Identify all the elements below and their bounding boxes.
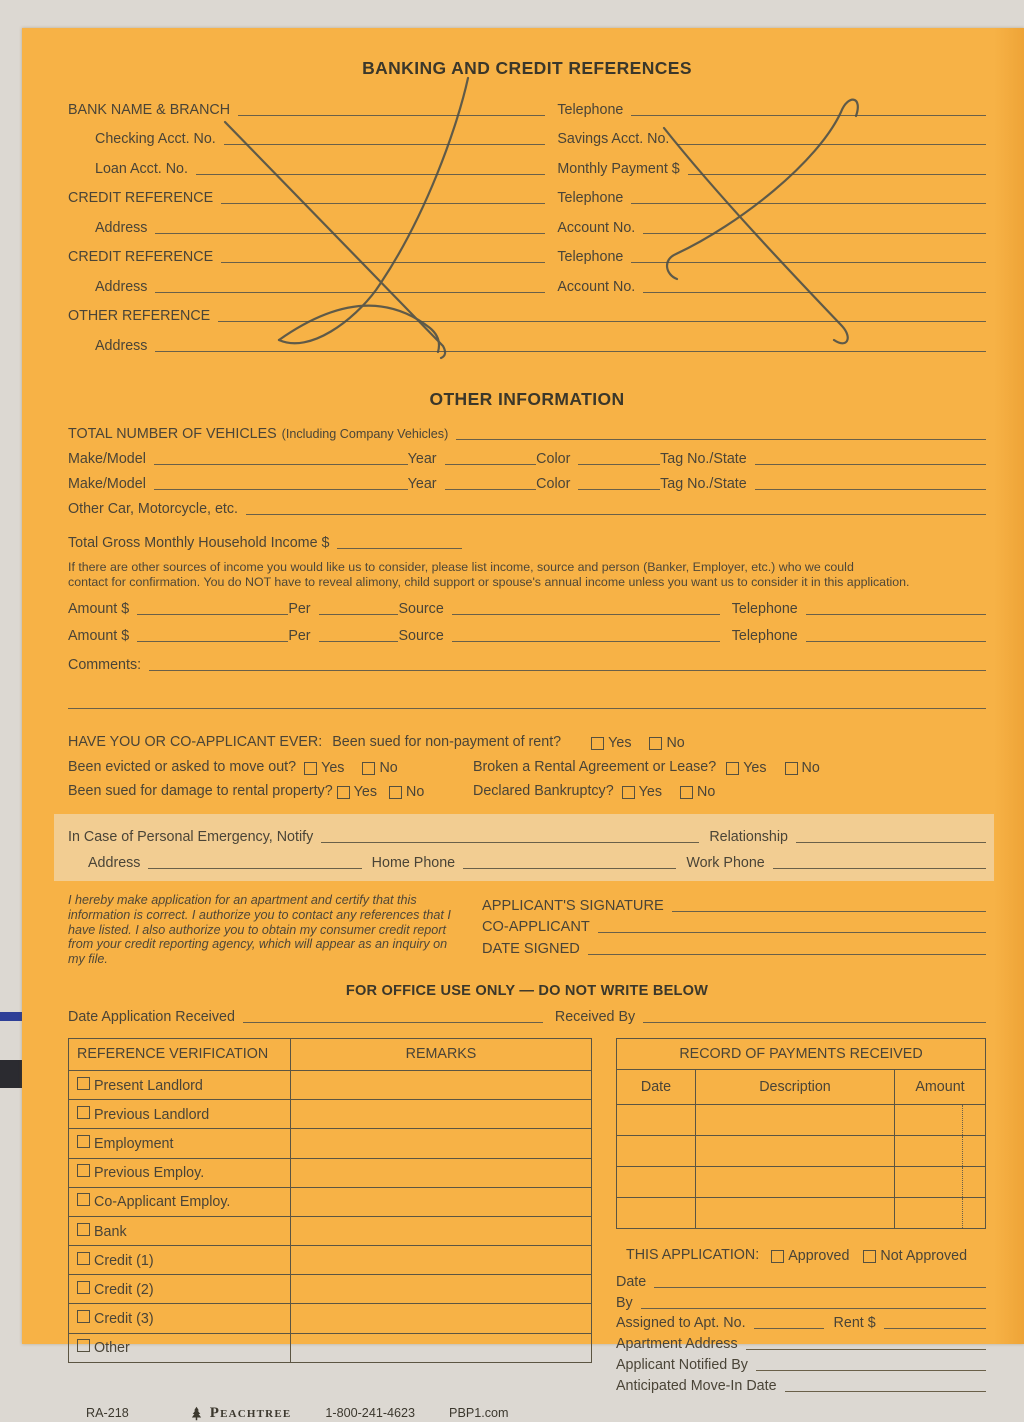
form-row <box>68 418 986 443</box>
blank-line <box>148 868 361 869</box>
blank-line <box>452 614 720 615</box>
address-label: Address <box>88 855 141 871</box>
blank-line <box>688 174 986 175</box>
blank-line <box>137 614 288 615</box>
telephone-label: Telephone <box>557 190 624 206</box>
table-row: Credit (3) <box>69 1304 592 1333</box>
blank-line <box>154 489 408 490</box>
other-information-section-title: OTHER INFORMATION <box>429 388 625 409</box>
remarks-cell <box>291 1187 592 1216</box>
blank-line <box>319 641 399 642</box>
checkbox <box>77 1164 90 1177</box>
vehicle-row <box>68 443 986 468</box>
checkbox-no <box>649 737 662 750</box>
question-evicted: Been evicted or asked to move out? <box>68 758 297 775</box>
form-footer <box>68 1405 986 1422</box>
blank-line <box>196 174 545 175</box>
table-row: Present Landlord <box>69 1070 592 1099</box>
date-column-header: Date <box>617 1069 696 1104</box>
blank-line <box>806 641 986 642</box>
table-title-row <box>617 1038 986 1069</box>
checkbox <box>77 1339 90 1352</box>
signature-fields <box>460 893 986 967</box>
date-application-received-label: Date Application Received <box>68 1008 235 1025</box>
website: PBP1.com <box>449 1406 509 1421</box>
blank-line <box>578 489 660 490</box>
blank-line <box>246 514 986 515</box>
extra-income-fields <box>68 591 986 709</box>
table-row: Previous Employ. <box>69 1158 592 1187</box>
account-no-label: Account No. <box>557 219 636 236</box>
relationship-label: Relationship <box>709 829 788 845</box>
blank-line <box>243 1022 543 1023</box>
blank-line <box>154 464 408 465</box>
question-row: Been evicted or asked to move out? Yes No Broken a Rental Agreement or Lease? Yes No <box>68 758 820 776</box>
form-row <box>68 846 986 872</box>
telephone-label: Telephone <box>731 627 798 644</box>
apartment-address-label: Apartment Address <box>616 1336 738 1353</box>
blank-line <box>238 115 545 116</box>
home-phone-label: Home Phone <box>371 855 456 871</box>
blank-line <box>221 262 545 263</box>
comments-label: Comments: <box>68 656 142 673</box>
blank-line <box>643 233 986 234</box>
table-row: Credit (1) <box>69 1246 592 1275</box>
amount-label: Amount $ <box>68 600 130 617</box>
form-row <box>616 1291 986 1312</box>
blank-line <box>456 439 986 440</box>
checkbox <box>77 1310 90 1323</box>
questions-header: HAVE YOU OR CO-APPLICANT EVER: <box>68 734 323 750</box>
this-application-label: THIS APPLICATION: <box>626 1246 760 1263</box>
loan-acct-label: Loan Acct. No. <box>95 160 188 177</box>
comments-row <box>68 647 986 674</box>
table-row: Co-Applicant Employ. <box>69 1187 592 1216</box>
source-label: Source <box>398 627 444 644</box>
address-label: Address <box>95 219 148 236</box>
table-row: Bank <box>69 1216 592 1245</box>
table-row: Credit (2) <box>69 1275 592 1304</box>
checkbox <box>77 1135 90 1148</box>
telephone-label: Telephone <box>557 249 624 265</box>
savings-acct-label: Savings Acct. No. <box>557 131 670 147</box>
form-row <box>68 89 986 119</box>
banking-fields <box>68 89 986 355</box>
question-row: Been sued for damage to rental property? Yes No Declared Bankruptcy? Yes No <box>68 783 716 800</box>
account-no-label: Account No. <box>557 278 636 295</box>
amount-column-header: Amount <box>895 1069 986 1104</box>
blank-line <box>68 708 986 709</box>
checkbox-no <box>680 786 693 799</box>
blank-line <box>773 868 986 869</box>
phone-number: 1-800-241-4623 <box>325 1406 416 1421</box>
checkbox-yes <box>622 786 635 799</box>
question-sued-damage: Been sued for damage to rental property? <box>68 783 333 799</box>
blank-line <box>319 614 399 615</box>
remarks-cell <box>291 1304 592 1333</box>
form-row <box>68 296 986 326</box>
applicant-signature-label: APPLICANT'S SIGNATURE <box>482 897 664 914</box>
monthly-payment-label: Monthly Payment $ <box>557 160 680 177</box>
remarks-cell <box>291 1070 592 1099</box>
blank-line <box>137 641 288 642</box>
form-row <box>68 178 986 208</box>
amount-label: Amount $ <box>68 627 130 644</box>
question-bankruptcy: Declared Bankruptcy? <box>473 783 614 799</box>
blank-line <box>631 115 986 116</box>
banking-section-title: BANKING AND CREDIT REFERENCES <box>362 58 692 78</box>
checkbox <box>77 1193 90 1206</box>
amount-row <box>68 591 986 618</box>
peachtree-tree-icon <box>189 1406 204 1421</box>
make-model-label: Make/Model <box>68 475 146 492</box>
blank-line <box>631 262 986 263</box>
total-vehicles-note: (Including Company Vehicles) <box>281 426 449 441</box>
payments-table <box>616 1038 986 1229</box>
per-label: Per <box>288 600 311 617</box>
payments-and-approval-panel <box>592 1038 986 1395</box>
table-row: Employment <box>69 1129 592 1158</box>
blank-line <box>755 489 986 490</box>
table-header-row <box>617 1069 986 1104</box>
credit-reference-label: CREDIT REFERENCE <box>68 249 214 265</box>
checkbox-no <box>785 762 798 775</box>
blank-line <box>224 144 546 145</box>
work-phone-label: Work Phone <box>686 855 765 871</box>
checkbox-no <box>389 786 402 799</box>
form-row <box>68 266 986 296</box>
make-model-label: Make/Model <box>68 450 146 467</box>
income-note: If there are other sources of income you would like us to consider, please list income, source and person (Banker, Employer, etc.) who we could contact for confirmation. You do NOT have to reveal alimony, child support or spouse's annual income unless you want us to consider it in this application. <box>68 559 910 589</box>
address-label: Address <box>95 278 148 295</box>
question-row: HAVE YOU OR CO-APPLICANT EVER: Been sued for non-payment of rent? Yes No <box>68 734 685 751</box>
household-income-label: Total Gross Monthly Household Income $ <box>68 534 330 551</box>
year-label: Year <box>407 475 437 492</box>
emergency-notify-label: In Case of Personal Emergency, Notify <box>68 829 314 845</box>
blank-line <box>452 641 720 642</box>
telephone-label: Telephone <box>731 600 798 617</box>
move-in-date-label: Anticipated Move-In Date <box>616 1377 777 1394</box>
office-use-title: FOR OFFICE USE ONLY — DO NOT WRITE BELOW <box>345 982 709 999</box>
remarks-header: REMARKS <box>291 1038 592 1070</box>
tag-no-state-label: Tag No./State <box>660 475 747 492</box>
form-row <box>68 148 986 178</box>
year-label: Year <box>407 450 437 467</box>
blank-line <box>218 321 986 322</box>
checkbox-approved <box>771 1250 784 1263</box>
history-questions <box>68 727 986 801</box>
form-row <box>616 1270 986 1291</box>
form-row <box>616 1353 986 1374</box>
form-row <box>482 915 986 937</box>
checkbox-yes <box>591 737 604 750</box>
certification-and-signature <box>68 893 986 967</box>
address-label: Address <box>95 337 148 354</box>
by-label: By <box>616 1294 633 1311</box>
table-row: Previous Landlord <box>69 1100 592 1129</box>
applicant-notified-label: Applicant Notified By <box>616 1356 748 1373</box>
blank-line <box>337 548 462 549</box>
blank-line <box>221 203 545 204</box>
blank-line <box>746 1349 986 1350</box>
checkbox-yes <box>726 762 739 775</box>
remarks-cell <box>291 1158 592 1187</box>
rent-label: Rent $ <box>833 1315 876 1332</box>
signature-line <box>672 911 986 912</box>
income-row <box>68 526 986 552</box>
checkbox <box>77 1281 90 1294</box>
amount-row <box>68 618 986 645</box>
reference-verification-table <box>68 1038 592 1363</box>
form-row <box>482 893 986 915</box>
peachtree-logo <box>189 1405 292 1422</box>
office-use-tables <box>68 1038 986 1395</box>
form-row <box>616 1374 986 1395</box>
blank-line <box>884 1328 986 1329</box>
vehicle-fields <box>68 418 986 518</box>
date-label: Date <box>616 1273 647 1290</box>
form-row <box>68 820 986 846</box>
checking-acct-label: Checking Acct. No. <box>95 131 216 147</box>
form-row <box>68 237 986 267</box>
blank-line <box>654 1287 986 1288</box>
remarks-cell <box>291 1100 592 1129</box>
blank-line <box>155 292 545 293</box>
bank-name-branch-label: BANK NAME & BRANCH <box>68 101 231 118</box>
application-approval-block <box>616 1247 986 1395</box>
certification-text: I hereby make application for an apartment and certify that this information is correct. I authorize you to contact any references that I have listed. I also authorize you to obtain my consumer credit report from your credit reporting agency, which will appear as an inquiry on my file. <box>68 893 451 967</box>
other-reference-label: OTHER REFERENCE <box>68 308 211 324</box>
blank-line <box>756 1370 986 1371</box>
blank-line <box>149 670 986 671</box>
blank-line <box>588 954 986 955</box>
telephone-label: Telephone <box>557 101 624 118</box>
table-row: Other <box>69 1333 592 1362</box>
checkbox <box>77 1077 90 1090</box>
vehicle-row <box>68 468 986 493</box>
blank-line <box>806 614 986 615</box>
blank-line <box>643 1022 986 1023</box>
blank-line <box>755 464 986 465</box>
source-label: Source <box>398 600 444 617</box>
checkbox-yes <box>304 762 317 775</box>
reference-verification-header: REFERENCE VERIFICATION <box>69 1038 291 1070</box>
form-row <box>616 1332 986 1353</box>
approval-fields <box>616 1270 986 1395</box>
total-vehicles-label: TOTAL NUMBER OF VEHICLES <box>68 425 277 442</box>
blank-line <box>631 203 986 204</box>
color-label: Color <box>536 450 571 467</box>
credit-reference-label: CREDIT REFERENCE <box>68 190 214 206</box>
tag-no-state-label: Tag No./State <box>660 450 747 467</box>
blank-line <box>463 868 676 869</box>
blank-line <box>578 464 660 465</box>
question-sued-rent: Been sued for non-payment of rent? <box>332 734 562 750</box>
brand-name: Peachtree <box>209 1404 292 1421</box>
table-row <box>617 1104 986 1135</box>
remarks-cell <box>291 1333 592 1362</box>
form-row <box>68 1001 986 1026</box>
coapplicant-label: CO-APPLICANT <box>482 919 590 935</box>
other-car-label: Other Car, Motorcycle, etc. <box>68 500 239 517</box>
per-label: Per <box>288 627 311 644</box>
checkbox <box>77 1252 90 1265</box>
application-form-page <box>22 28 1024 1421</box>
checkbox-yes <box>337 786 350 799</box>
checkbox-no <box>362 762 375 775</box>
blank-line <box>155 351 986 352</box>
form-row <box>482 936 986 958</box>
blank-line <box>754 1328 824 1329</box>
blank-line <box>445 489 537 490</box>
checkbox-not-approved <box>863 1250 876 1263</box>
color-label: Color <box>536 475 571 492</box>
blank-line <box>677 144 986 145</box>
received-by-label: Received By <box>554 1008 636 1025</box>
description-column-header: Description <box>696 1069 895 1104</box>
blank-line <box>155 233 545 234</box>
assigned-apt-label: Assigned to Apt. No. <box>616 1315 746 1332</box>
payments-table-title: RECORD OF PAYMENTS RECEIVED <box>617 1038 986 1069</box>
table-row <box>617 1166 986 1197</box>
blank-line <box>445 464 537 465</box>
approval-row: THIS APPLICATION: Approved Not Approved <box>626 1246 968 1264</box>
checkbox <box>77 1106 90 1119</box>
blank-line <box>641 1308 986 1309</box>
form-number: RA-218 <box>86 1406 129 1421</box>
remarks-cell <box>291 1275 592 1304</box>
blank-line <box>796 842 986 843</box>
table-row <box>617 1135 986 1166</box>
date-signed-label: DATE SIGNED <box>482 940 580 957</box>
form-row <box>616 1312 986 1333</box>
remarks-cell <box>291 1129 592 1158</box>
emergency-contact-band <box>54 814 994 881</box>
remarks-cell <box>291 1216 592 1245</box>
form-row <box>68 119 986 149</box>
question-broken-lease: Broken a Rental Agreement or Lease? <box>473 758 717 775</box>
table-row <box>617 1197 986 1228</box>
blank-line <box>785 1391 986 1392</box>
blank-line <box>643 292 986 293</box>
form-row <box>68 207 986 237</box>
signature-line <box>598 932 986 933</box>
form-row <box>68 325 986 355</box>
checkbox <box>77 1223 90 1236</box>
remarks-cell <box>291 1246 592 1275</box>
table-header-row <box>69 1038 592 1070</box>
blank-line <box>321 842 699 843</box>
form-row <box>68 493 986 518</box>
